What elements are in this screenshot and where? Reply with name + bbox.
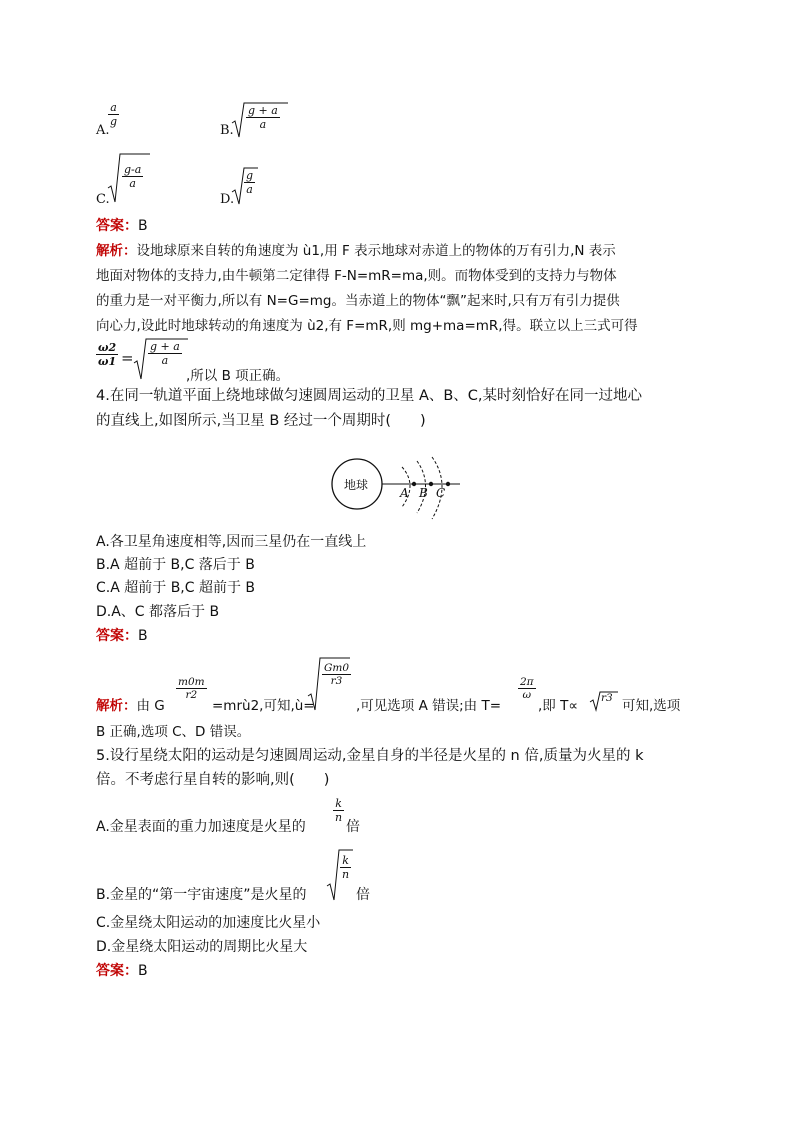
q4-option-a: A.各卫星角速度相等,因而三星仍在一直线上 <box>96 534 367 550</box>
q4-option-b: B.A 超前于 B,C 落后于 B <box>96 557 255 573</box>
q4-sat-c-label: C <box>436 486 446 500</box>
q4-frac2-num: 2π <box>520 676 534 688</box>
q3-analysis-label: 解析： <box>96 243 137 259</box>
q4-root1-den: r3 <box>322 674 351 687</box>
q3-option-b-fraction <box>246 104 280 131</box>
q3-analysis-line-3: 的重力是一对平衡力,所以有 N=G=mg。当赤道上的物体“飘”起来时,只有万有引力提供 <box>96 293 620 309</box>
q4-frac1-num: m0m <box>178 676 205 688</box>
q4-analysis-you: 由 G <box>136 698 165 714</box>
q4-analysis-mid3: ,即 T∝ <box>538 698 578 714</box>
q4-analysis-mid2: ,可见选项 A 错误;由 T= <box>356 698 502 714</box>
q3-option-c-num: g-a <box>124 163 142 176</box>
q3-option-a-num: a <box>110 101 117 114</box>
q5-option-a-post: 倍 <box>346 819 360 835</box>
q3-ratio-den: ω1 <box>98 355 117 368</box>
q5-option-a-den: n <box>335 811 343 824</box>
q4-analysis-line-2: B 正确,选项 C、D 错误。 <box>96 724 251 740</box>
q5-answer-label: 答案： <box>96 963 138 979</box>
q3-analysis-line-2: 地面对物体的支持力,由牛顿第二定律得 F-N=mR=ma,则。而物体受到的支持力与物体 <box>96 268 617 284</box>
q5-answer-value: B <box>138 963 148 979</box>
q4-figure <box>330 455 470 525</box>
q3-analysis-line-4: 向心力,设此时地球转动的角速度为 ù2,有 F=mR,则 mg+ma=mR,得。联立以上三式可得 <box>96 318 638 334</box>
q3-answer-value: B <box>138 218 148 234</box>
q3-option-d-num: g <box>246 169 254 182</box>
q3-option-b-den: a <box>246 117 280 131</box>
q3-conclusion-text: ,所以 B 项正确。 <box>186 368 290 384</box>
q5-stem-line-1: 5.设行星绕太阳的运动是匀速圆周运动,金星自身的半径是火星的 n 倍,质量为火星的 k <box>96 748 644 764</box>
q3-option-c-label: C. <box>96 192 110 207</box>
q4-analysis-label: 解析： <box>96 698 137 714</box>
q3-option-a-fraction <box>108 101 119 128</box>
q3-answer-label: 答案： <box>96 218 138 234</box>
q4-frac1 <box>176 676 207 701</box>
q5-option-b-post: 倍 <box>356 887 370 903</box>
q5-option-a-num: k <box>335 797 342 810</box>
q3-option-a-den: g <box>110 115 118 128</box>
q5-option-b-pre: B.金星的“第一宇宙速度”是火星的 <box>96 887 307 903</box>
q5-option-b-den: n <box>342 868 350 881</box>
q3-option-d-fraction <box>244 169 255 196</box>
q3-ratio-num: ω2 <box>98 341 117 354</box>
q4-answer <box>96 624 148 648</box>
q4-stem-line-2: 的直线上,如图所示,当卫星 B 经过一个周期时( ) <box>96 413 426 429</box>
q3-equals: = <box>121 349 134 367</box>
q3-analysis-line-1 <box>96 239 616 263</box>
q5-answer <box>96 959 148 983</box>
q5-option-b-num: k <box>342 854 349 867</box>
q4-frac1-den: r2 <box>176 688 207 701</box>
q3-option-a-label: A. <box>96 123 110 138</box>
q4-analysis-end: 可知,选项 <box>622 698 681 714</box>
q3-conclusion-fraction <box>148 340 182 367</box>
q4-option-d: D.A、C 都落后于 B <box>96 604 220 620</box>
q5-option-a-pre: A.金星表面的重力加速度是火星的 <box>96 819 306 835</box>
q4-analysis-mid1: =mrù2,可知,ù= <box>212 698 315 714</box>
q4-root2-text: r3 <box>601 692 613 704</box>
q4-answer-label: 答案： <box>96 628 138 644</box>
q4-sat-a-label: A <box>400 486 409 500</box>
q5-stem-line-2: 倍。不考虑行星自转的影响,则( ) <box>96 772 330 788</box>
q5-option-c: C.金星绕太阳运动的加速度比火星小 <box>96 915 321 931</box>
q4-stem-line-1: 4.在同一轨道平面上绕地球做匀速圆周运动的卫星 A、B、C,某时刻恰好在同一过地心 <box>96 388 643 404</box>
q3-conclusion-num: g + a <box>150 340 180 353</box>
q4-analysis-start <box>96 694 165 714</box>
q4-frac2 <box>518 676 536 701</box>
q3-option-c-fraction <box>122 163 143 190</box>
q5-option-a-fraction <box>333 797 344 824</box>
q3-answer <box>96 214 148 238</box>
q5-option-b-fraction <box>340 854 351 881</box>
q3-ratio-fraction <box>96 341 118 368</box>
q3-option-d-label: D. <box>220 192 235 207</box>
q5-option-d: D.金星绕太阳运动的周期比火星大 <box>96 939 308 955</box>
q4-frac2-den: ω <box>518 688 536 701</box>
q4-earth-label: 地球 <box>344 478 369 492</box>
q3-option-c-den: a <box>122 176 143 190</box>
q4-option-c: C.A 超前于 B,C 超前于 B <box>96 580 256 596</box>
q4-root1-num: Gm0 <box>324 662 350 674</box>
q4-answer-value: B <box>138 628 148 644</box>
q3-analysis-text-1: 设地球原来自转的角速度为 ù1,用 F 表示地球对赤道上的物体的万有引力,N 表示 <box>136 243 616 259</box>
q3-option-b-label: B. <box>220 123 234 138</box>
q4-root1-fraction <box>322 662 351 687</box>
q3-option-d-den: a <box>244 182 255 196</box>
q3-conclusion-den: a <box>148 353 182 367</box>
q3-option-b-num: g + a <box>248 104 278 117</box>
q4-sat-b-label: B <box>419 486 428 500</box>
